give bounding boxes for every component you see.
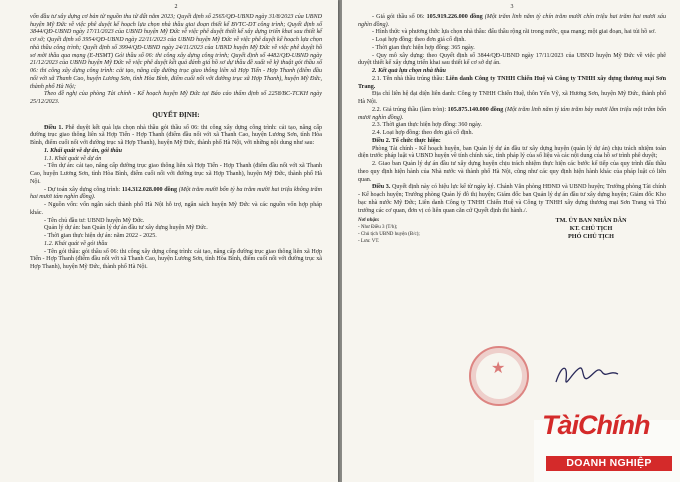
price-value: 105.919.226.000 đồng (426, 13, 483, 20)
capital-source: - Nguồn vốn: vốn ngân sách thành phố Hà Nội hỗ trợ, ngân sách huyện Mỹ Đức và các nguồn vốn hợp pháp khác. (30, 202, 322, 216)
recipient-item: - Lưu: VT. (358, 239, 380, 245)
article-2-item-2: 2. Giao ban Quản lý dự án đầu tư xây dựng huyện chịu trách nhiệm thực hiện các bước kế tiếp của quy trình đấu thầu theo quy định hiện hành của Nhà nước và thành phố Hà Nội, cũng như các quy định hiện hành khác của pháp luật có liên quan. (358, 161, 666, 183)
investor: - Tên chủ đầu tư: UBND huyện Mỹ Đức. (44, 217, 145, 224)
decision-heading: QUYẾT ĐỊNH: (152, 110, 200, 119)
recipients-label: Nơi nhận: (358, 218, 380, 224)
article-2-item-1: Phòng Tài chính - Kế hoạch huyện, ban Quản lý dự án đầu tư xây dựng huyện (quản lý dự án) chịu trách nhiệm toàn diện trước pháp luật và UBND huyện về tính chính xác, tính pháp lý của số liệu và các nội dung của hồ sơ trình phê duyệt; (358, 145, 666, 160)
article-1-label: Điều 1. (44, 124, 63, 131)
cost-words: (Một trăm mười bốn tỷ ba trăm mười hai triệu không trăm hai mươi tám nghìn đồng). (30, 186, 322, 201)
win-price-value: 105.875.140.000 đồng (447, 106, 504, 113)
article-3-text: Quyết định này có hiệu lực kể từ ngày ký. Chánh Văn phòng HĐND và UBND huyện; Trưởng phòng Tài chính - Kế hoạch huyện; Trưởng phòng Quản lý đô thị huyện; Giám đốc ban Quản lý dự án đầu tư xây dựng huyện; Giám đốc Kho bạc nhà nước Mỹ Đức; Liên danh Công ty TNHH Chiến Huệ và Công ty TNHH xây dựng thương mại Sơn Trang và Thủ trưởng các cơ quan, đơn vị có liên quan căn cứ Quyết định thi hành./. (358, 184, 666, 214)
proposal-paragraph: Theo đề nghị của phòng Tài chính - Kế hoạch huyện Mỹ Đức tại Báo cáo thẩm định số 2258/BC-TCKH ngày 25/12/2023. (30, 91, 322, 105)
signature-block (358, 217, 666, 245)
winning-bidder (358, 76, 666, 92)
signer-org: TM. ỦY BAN NHÂN DÂN (555, 217, 627, 225)
bidder-address: Địa chỉ liên hệ đại diện liên danh: Công ty TNHH Chiến Huệ, thôn Yến Vỹ, xã Hương Sơn, huyện Mỹ Đức, thành phố Hà Nội. (358, 91, 666, 105)
logo-text-top: TàiChính (542, 410, 650, 440)
recipient-item: - Như Điều 3 (T/h); (358, 225, 398, 231)
article-3-label: Điều 3. (372, 184, 392, 191)
package-price (358, 14, 666, 30)
construction-scope: - Quy mô xây dựng: theo Quyết định số 3844/QĐ-UBND ngày 17/11/2023 của UBND huyện Mỹ Đức về việc phê duyệt thiết kế xây dựng triển khai sau thiết kế cơ sở dự án. (358, 52, 666, 67)
signer-title (516, 217, 666, 245)
page-number: 3 (510, 4, 514, 10)
document-page-3 (342, 0, 680, 482)
document-page-2 (0, 0, 338, 482)
contract-type: - Loại hợp đồng: theo đơn giá cố định. (372, 37, 466, 43)
cost-value: 114.312.028.000 đồng (121, 186, 178, 193)
red-seal-stamp (469, 346, 529, 406)
section-1-heading: 1. Khái quát về dự án, gói thầu (44, 147, 122, 154)
recipients (358, 217, 468, 245)
section-2-heading: 2. Kết quả lựa chọn nhà thầu (372, 68, 446, 74)
project-duration: - Thời gian thực hiện dự án: năm 2022 - 2025. (44, 233, 157, 239)
contract-duration: - Thời gian thực hiện hợp đồng: 365 ngày. (372, 44, 475, 51)
winning-price (358, 107, 666, 123)
project-cost (30, 187, 322, 203)
winner-label: 2.1. Tên nhà thầu trúng thầu: (372, 75, 446, 82)
execution-time: 2.3. Thời gian thực hiện hợp đồng: 360 ngày. (372, 122, 482, 129)
recipient-item: - Chủ tịch UBND huyện (B/c); (358, 232, 420, 238)
article-2-heading: Điều 2. Tổ chức thực hiện: (372, 137, 441, 144)
article-1-text: Phê duyệt kết quả lựa chọn nhà thầu gói thầu số 06: thi công xây dựng công trình: cải tạo, nâng cấp đường trục giao thông liên xã Hợp Tiến - Hợp Thanh (điểm đầu nối với xã Thanh Cao, huyện Lương Sơn, tỉnh Hòa Bình, điểm cuối nối với đường trục xã Hợp Thanh), huyện Mỹ Đức, thành phố Hà Nội, với những nội dung như sau: (30, 124, 323, 146)
signer-role-1: KT. CHỦ TỊCH (569, 225, 613, 232)
win-price-words: (Một trăm linh năm tỷ tám trăm bảy mươi lăm triệu một trăm bốn mươi nghìn đồng). (358, 106, 667, 121)
page-number: 2 (174, 4, 178, 10)
article-3 (358, 184, 666, 215)
section-1-1-heading: 1.1. Khái quát về dự án (44, 155, 102, 162)
article-1 (30, 125, 322, 148)
handwritten-signature (552, 360, 622, 390)
winner-name: Liên danh Công ty TNHH Chiến Huệ và Công ty TNHH xây dựng thương mại Sơn Trang. (358, 75, 666, 90)
win-price-label: 2.2. Giá trúng thầu (làm tròn): (372, 106, 448, 113)
contract-type-2: 2.4. Loại hợp đồng: theo đơn giá cố định. (372, 130, 474, 136)
price-words: (Một trăm linh năm tỷ chín trăm mười chín triệu hai trăm hai mươi sáu nghìn đồng). (358, 13, 667, 28)
logo-text-bottom: DOANH NGHIỆP (546, 456, 672, 471)
project-manager: Quản lý dự án: ban Quản lý dự án đầu tư xây dựng huyện Mỹ Đức. (44, 225, 208, 232)
star-icon: ★ (491, 360, 506, 377)
watermark-logo (534, 410, 680, 482)
signer-role-2: PHÓ CHỦ TỊCH (568, 232, 614, 240)
project-name: - Tên dự án: cải tạo, nâng cấp đường trục giao thông liên xã Hợp Tiến - Hợp Thanh (điểm đầu nối với xã Thanh Cao, huyện Lương Sơn, tỉnh Hòa Bình, điểm cuối nối với đường trục xã Hợp Thanh), huyện Mỹ Đức, thành phố Hà Nội. (30, 163, 322, 185)
section-1-2-heading: 1.2. Khái quát về gói thầu (44, 240, 108, 247)
package-name: - Tên gói thầu: gói thầu số 06: thi công xây dựng công trình: cải tạo, nâng cấp đường trục giao thông liên xã Hợp Tiến - Hợp Thanh (điểm đầu nối với xã Thanh Cao, huyện Lương Sơn, tỉnh Hòa Bình, điểm cuối nối với đường trục xã Hợp Thanh), huyện Mỹ Đức, thành phố Hà Nội. (30, 248, 322, 270)
price-label: - Giá gói thầu số 06: (372, 13, 427, 20)
cost-label: - Dự toán xây dựng công trình: (44, 186, 122, 193)
selection-method: - Hình thức và phương thức lựa chọn nhà thầu: đấu thầu rộng rãi trong nước, qua mạng; một giai đoạn, hai túi hồ sơ. (372, 29, 656, 36)
legal-basis-paragraph: vốn đầu tư xây dựng cơ bản từ nguồn thu từ đất năm 2023; Quyết định số 2565/QĐ-UBND ngày 31/8/2023 của UBND huyện Mỹ Đức về việc phê duyệt kế hoạch lựa chọn nhà thầu giai đoạn thiết kế BVTC-DT công trình; Quyết định số 3844/QĐ-UBND ngày 17/11/2023 của UBND huyện Mỹ Đức về việc phê duyệt thiết kế xây dựng triển khai sau thiết kế cơ sở; Quyết định số 3954/QĐ-UBND ngày 22/11/2023 của UBND huyện Mỹ Đức về việc phê duyệt kế hoạch lựa chọn nhà thầu công trình; Quyết định số 3994/QĐ-UBND ngày 24/11/2023 của UBND huyện Mỹ Đức về việc phê duyệt hồ sơ mời thầu qua mạng (E-HSMT) Gói thầu số 06: thi công xây dựng công trình; Quyết định số 4482/QĐ-UBND ngày 21/12/2023 của UBND huyện Mỹ Đức về việc phê duyệt kết quả đánh giá hồ sơ dự thầu đề xuất về kỹ thuật gói thầu số 06: thi công xây dựng công trình: cải tạo, nâng cấp đường trục giao thông liên xã Hợp Tiến - Hợp Thanh (điểm đầu nối với xã Thanh Cao, huyện Lương Sơn, tỉnh Hòa Bình, điểm cuối nối với đường trục xã Hợp Thanh), huyện Mỹ Đức, thành phố Hà Nội; (30, 13, 322, 90)
